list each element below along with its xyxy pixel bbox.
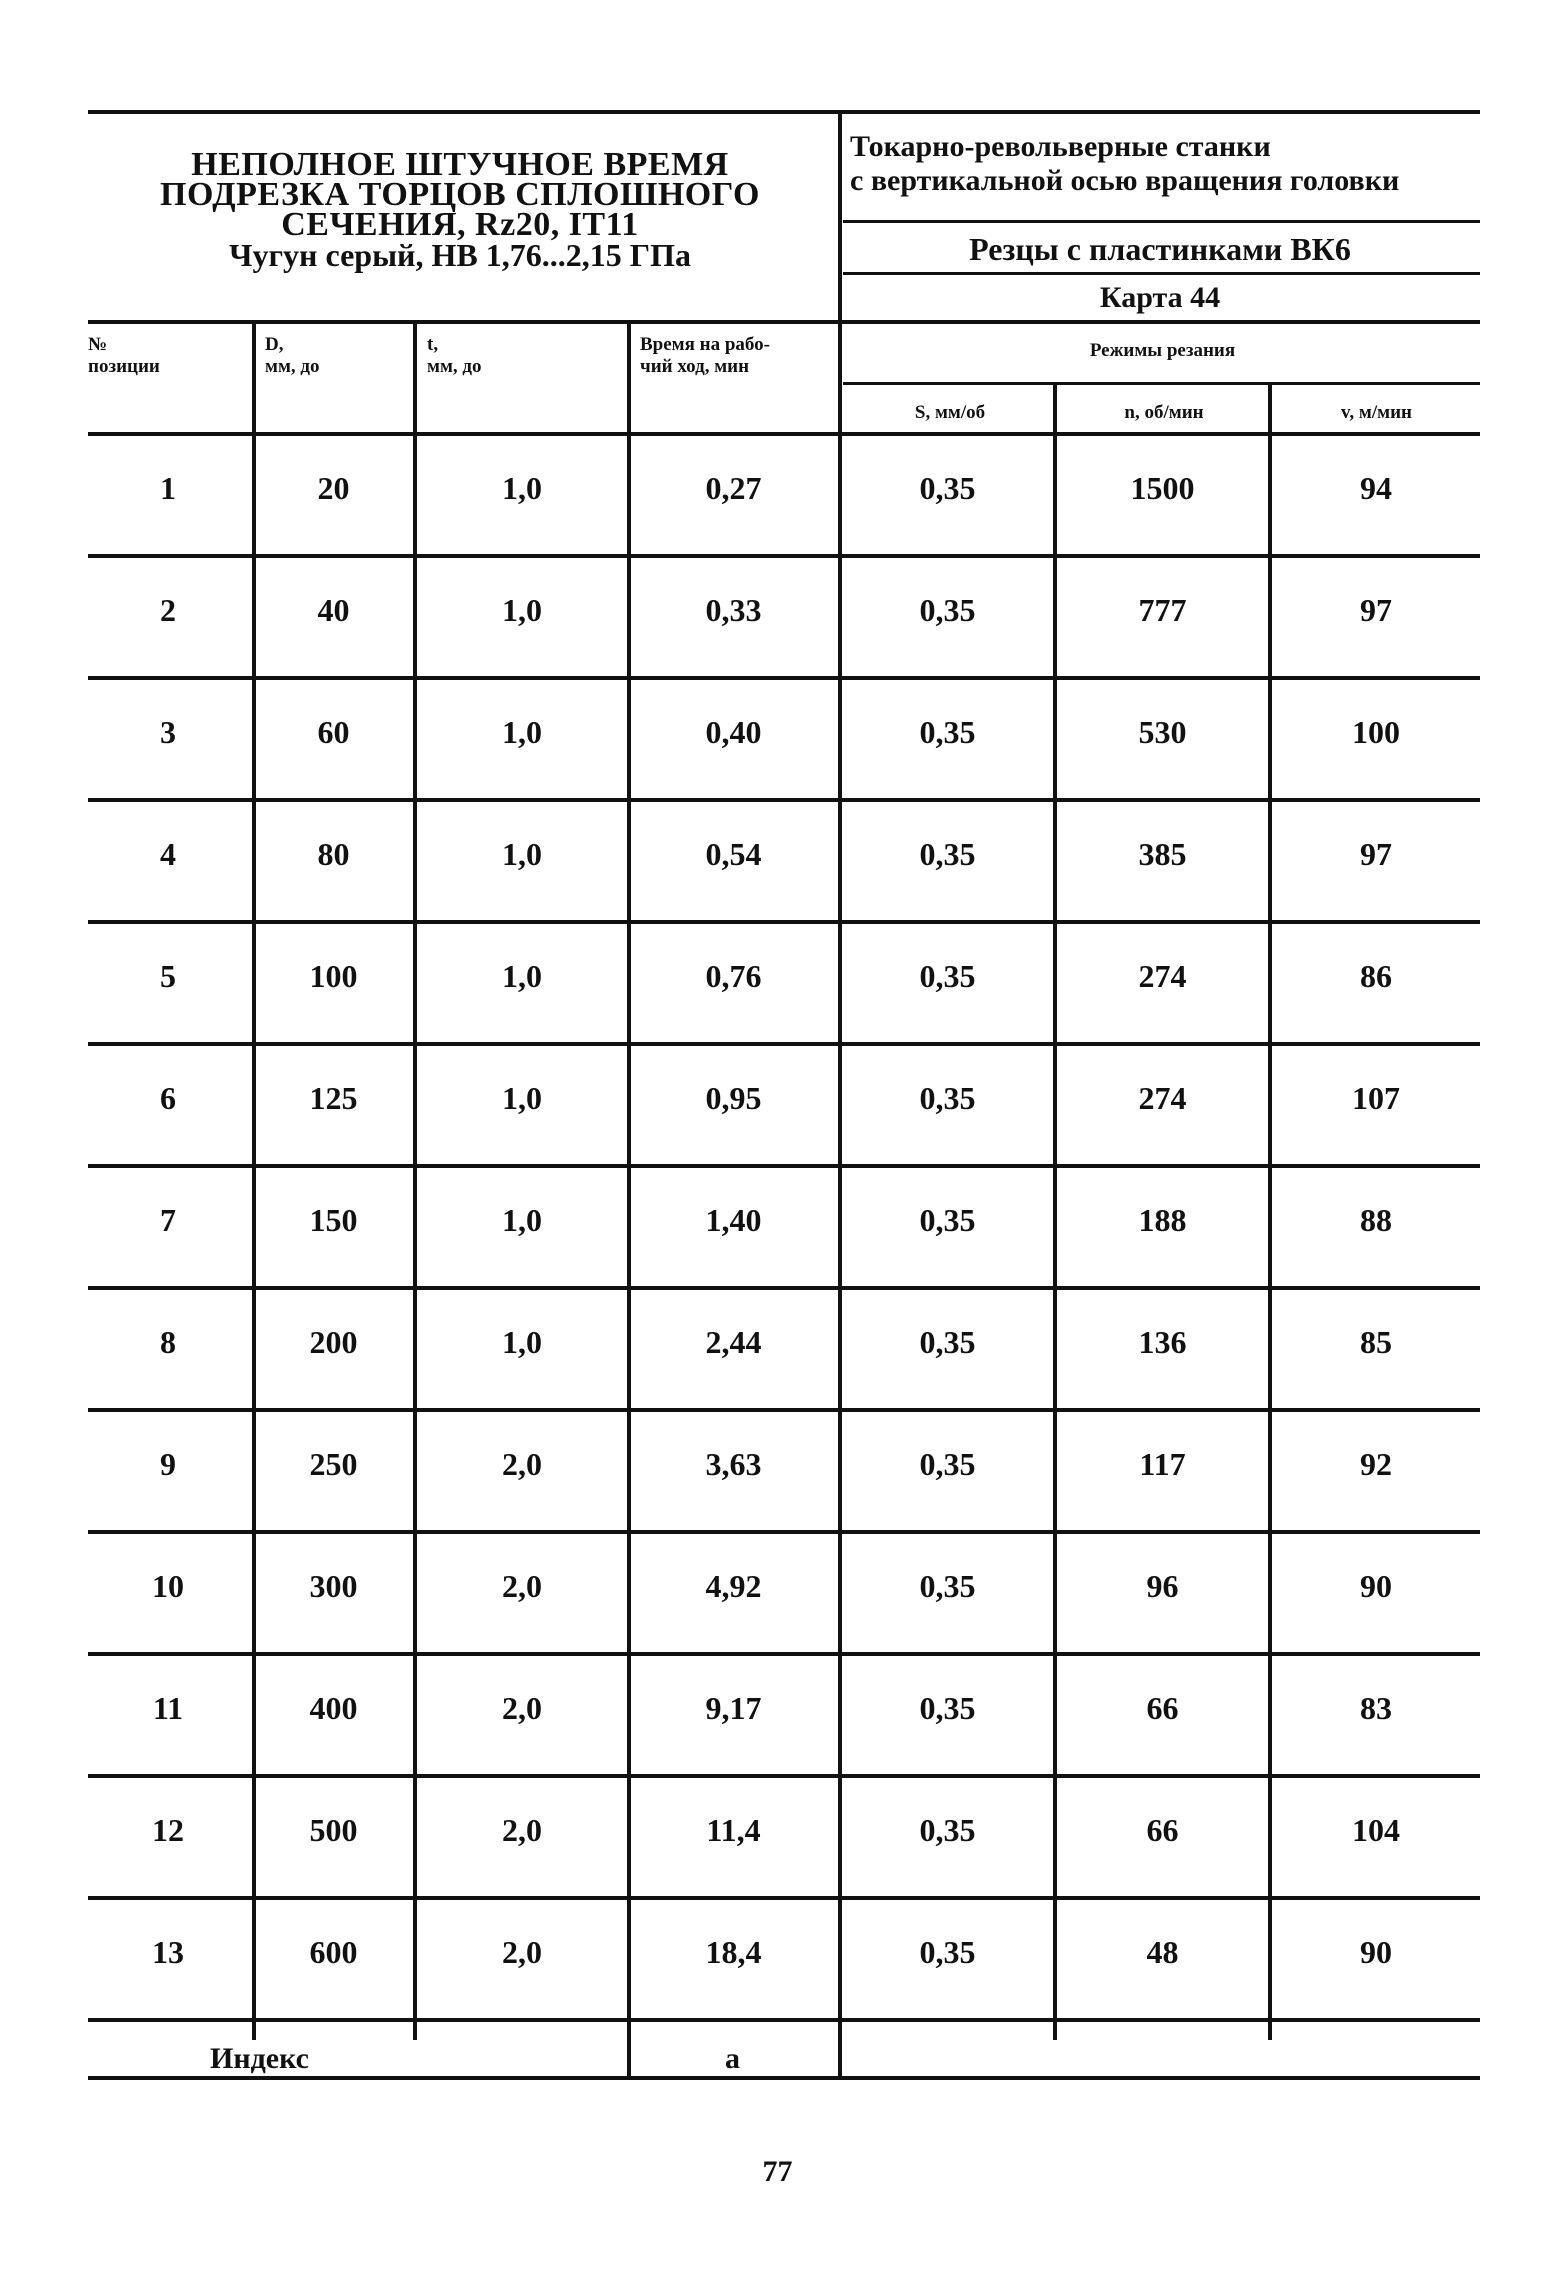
col-divider-main: [838, 110, 842, 2078]
cutters-rule: [843, 272, 1480, 275]
title-line-2: ПОДРЕЗКА ТОРЦОВ СПЛОШНОГО: [160, 176, 760, 213]
cell-feed: 0,35: [919, 470, 976, 506]
card-number: Карта 44: [1099, 281, 1221, 314]
cell-speed: 88: [1360, 1202, 1392, 1238]
cell-diameter: 100: [309, 958, 358, 994]
cell-diameter: 150: [309, 1202, 358, 1238]
cell-position: 12: [152, 1812, 184, 1848]
header-cutting-modes: Режимы резания: [1089, 340, 1236, 361]
machine-type: [850, 130, 1399, 198]
machine-line-1: Токарно-револьверные станки: [850, 130, 1271, 163]
col-divider-3: [627, 320, 631, 2078]
cell-rpm: 136: [1138, 1324, 1187, 1360]
cell-feed: 0,35: [919, 1934, 976, 1970]
cell-feed: 0,35: [919, 836, 976, 872]
cell-speed: 97: [1360, 592, 1392, 628]
cell-diameter: 250: [309, 1446, 358, 1482]
cell-position: 1: [160, 470, 176, 506]
cell-rpm: 96: [1146, 1568, 1179, 1604]
cell-feed: 0,35: [919, 1812, 976, 1848]
cell-position: 10: [152, 1568, 184, 1604]
cell-feed: 0,35: [919, 1568, 976, 1604]
cell-rpm: 274: [1138, 958, 1187, 994]
cell-time: 3,63: [705, 1446, 762, 1482]
machine-line-2: с вертикальной осью вращения головки: [850, 164, 1400, 197]
header-diameter: D, мм, до: [265, 334, 320, 377]
header-feed: S, мм/об: [914, 402, 986, 423]
cell-feed: 0,35: [919, 958, 976, 994]
cell-rpm: 117: [1139, 1446, 1186, 1482]
cell-feed: 0,35: [919, 1202, 976, 1238]
cell-speed: 94: [1360, 470, 1392, 506]
cell-rpm: 66: [1146, 1690, 1179, 1726]
col-divider-2: [413, 320, 417, 2040]
cell-rpm: 188: [1138, 1202, 1187, 1238]
cell-speed: 97: [1360, 836, 1392, 872]
page-number: 77: [762, 2155, 793, 2188]
cell-diameter: 20: [317, 470, 350, 506]
title-line-4: Чугун серый, HB 1,76...2,15 ГПа: [229, 237, 691, 273]
cell-speed: 83: [1360, 1690, 1392, 1726]
cell-diameter: 80: [317, 836, 350, 872]
cell-speed: 104: [1352, 1812, 1400, 1848]
cell-position: 6: [160, 1080, 176, 1116]
cell-position: 11: [152, 1690, 184, 1726]
cell-depth: 1,0: [502, 1080, 542, 1116]
cell-depth: 2,0: [502, 1446, 542, 1482]
cell-depth: 2,0: [502, 1690, 542, 1726]
modes-rule: [843, 382, 1480, 385]
cell-rpm: 777: [1138, 592, 1187, 628]
cell-rpm: 1500: [1130, 470, 1195, 506]
cell-depth: 2,0: [502, 1568, 542, 1604]
col-divider-5: [1268, 382, 1272, 2040]
cell-speed: 90: [1360, 1568, 1392, 1604]
cell-time: 18,4: [705, 1934, 762, 1970]
cell-time: 11,4: [706, 1812, 761, 1848]
cell-time: 0,76: [705, 958, 762, 994]
table-title: [90, 146, 830, 273]
col-divider-1: [252, 320, 256, 2040]
title-line-3: СЕЧЕНИЯ, Rz20, IT11: [281, 206, 639, 243]
cell-diameter: 400: [309, 1690, 358, 1726]
cell-depth: 1,0: [502, 714, 542, 750]
col-divider-4: [1053, 382, 1057, 2040]
cell-position: 5: [160, 958, 176, 994]
cell-position: 2: [160, 592, 176, 628]
cell-time: 0,40: [705, 714, 762, 750]
cell-speed: 92: [1360, 1446, 1392, 1482]
cell-time: 1,40: [705, 1202, 762, 1238]
cell-depth: 1,0: [502, 1202, 542, 1238]
cell-time: 0,95: [705, 1080, 762, 1116]
index-value: a: [725, 2042, 740, 2075]
cell-time: 9,17: [705, 1690, 762, 1726]
cell-rpm: 66: [1146, 1812, 1179, 1848]
cell-diameter: 600: [309, 1934, 358, 1970]
cell-speed: 85: [1360, 1324, 1392, 1360]
cell-position: 3: [160, 714, 176, 750]
header-position: № позиции: [88, 334, 160, 377]
cell-diameter: 125: [309, 1080, 358, 1116]
top-rule: [88, 110, 1480, 114]
machine-rule: [843, 220, 1480, 223]
cell-position: 4: [160, 836, 176, 872]
cell-feed: 0,35: [919, 1080, 976, 1116]
cell-diameter: 60: [317, 714, 350, 750]
cell-time: 0,54: [705, 836, 762, 872]
cell-diameter: 300: [309, 1568, 358, 1604]
cell-feed: 0,35: [919, 592, 976, 628]
cell-depth: 1,0: [502, 836, 542, 872]
cell-feed: 0,35: [919, 714, 976, 750]
header-speed: v, м/мин: [1340, 402, 1412, 423]
cell-depth: 1,0: [502, 592, 542, 628]
cell-speed: 107: [1352, 1080, 1400, 1116]
cell-speed: 86: [1360, 958, 1392, 994]
cell-diameter: 500: [309, 1812, 358, 1848]
cell-rpm: 530: [1138, 714, 1187, 750]
cell-feed: 0,35: [919, 1446, 976, 1482]
cell-depth: 2,0: [502, 1934, 542, 1970]
cell-rpm: 48: [1146, 1934, 1179, 1970]
cell-rpm: 274: [1138, 1080, 1187, 1116]
cell-feed: 0,35: [919, 1690, 976, 1726]
title-line-1: НЕПОЛНОЕ ШТУЧНОЕ ВРЕМЯ: [191, 146, 729, 183]
header-rpm: n, об/мин: [1124, 402, 1204, 423]
cell-position: 13: [152, 1934, 184, 1970]
cell-depth: 1,0: [502, 1324, 542, 1360]
cell-depth: 1,0: [502, 470, 542, 506]
cell-rpm: 385: [1138, 836, 1187, 872]
cell-depth: 2,0: [502, 1812, 542, 1848]
header-top-rule: [88, 320, 1480, 324]
cell-time: 0,33: [705, 592, 762, 628]
cell-diameter: 40: [317, 592, 350, 628]
cell-position: 8: [160, 1324, 176, 1360]
cutters-label: Резцы с пластинками ВК6: [969, 231, 1351, 267]
cell-time: 2,44: [705, 1324, 762, 1360]
cell-feed: 0,35: [919, 1324, 976, 1360]
cell-diameter: 200: [309, 1324, 358, 1360]
cell-position: 9: [160, 1446, 176, 1482]
bottom-rule: [88, 2076, 1480, 2080]
header-depth: t, мм, до: [427, 334, 482, 377]
cell-time: 4,92: [705, 1568, 762, 1604]
cell-time: 0,27: [705, 470, 762, 506]
cell-depth: 1,0: [502, 958, 542, 994]
cell-speed: 100: [1352, 714, 1400, 750]
cell-position: 7: [160, 1202, 176, 1238]
index-label: Индекс: [210, 2042, 309, 2075]
header-time: Время на рабо- чий ход, мин: [640, 334, 770, 377]
cell-speed: 90: [1360, 1934, 1392, 1970]
